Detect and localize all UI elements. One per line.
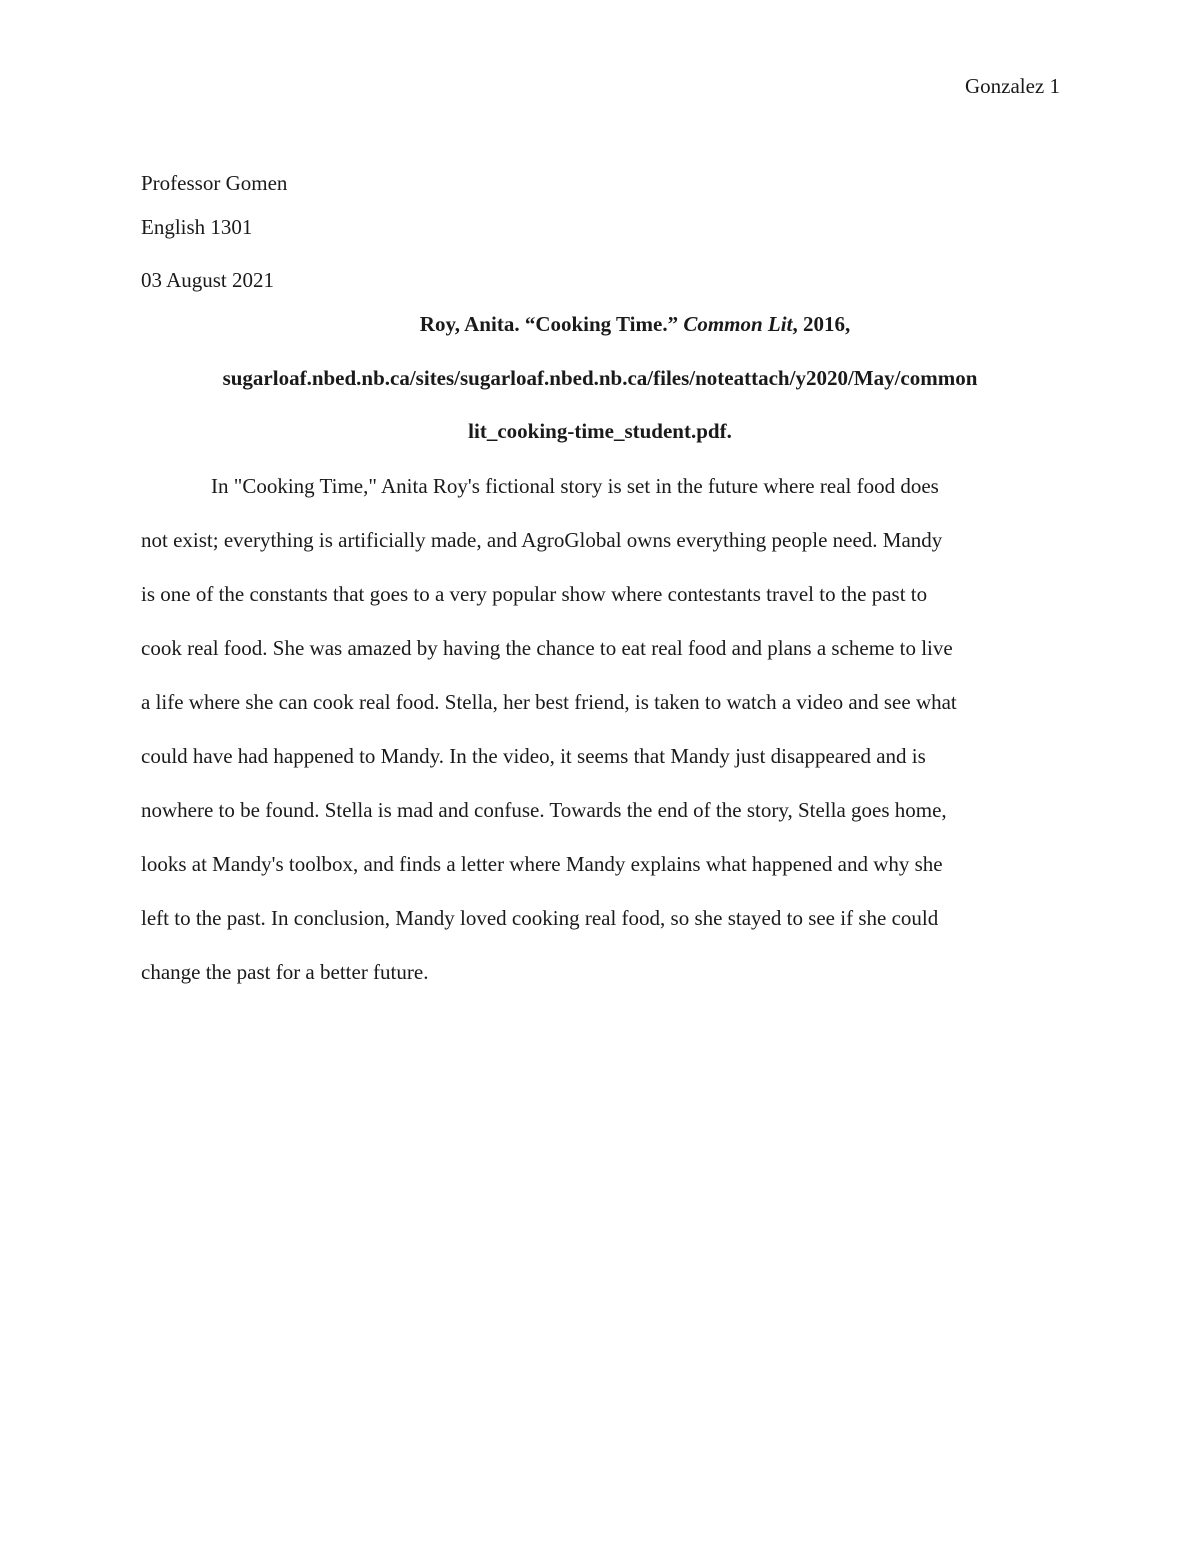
paragraph-line: change the past for a better future. (141, 960, 429, 984)
essay-date: 03 August 2021 (141, 268, 275, 292)
citation-url-line-1: sugarloaf.nbed.nb.ca/sites/sugarloaf.nbed.nb.ca/files/noteattach/y2020/May/common (222, 365, 978, 390)
paragraph-line: left to the past. In conclusion, Mandy loved cooking real food, so she stayed to see if she could (141, 906, 939, 930)
paragraph-line: looks at Mandy's toolbox, and finds a letter where Mandy explains what happened and why she (141, 852, 943, 876)
essay-paragraph (141, 472, 1071, 1012)
paragraph-line: is one of the constants that goes to a very popular show where contestants travel to the past to (141, 582, 928, 606)
instructor-name: Professor Gomen (141, 171, 288, 195)
paragraph-line: nowhere to be found. Stella is mad and confuse. Towards the end of the story, Stella goes home, (141, 798, 947, 822)
citation-line-1 (141, 310, 1059, 364)
running-head: Gonzalez 1 (964, 74, 1060, 98)
paragraph-line: could have had happened to Mandy. In the video, it seems that Mandy just disappeared and is (141, 744, 926, 768)
citation-author-title: Roy, Anita. “Cooking Time.” (419, 312, 684, 336)
citation-year: , 2016, (792, 312, 851, 336)
citation-source: Common Lit (683, 312, 793, 336)
works-cited-entry (141, 310, 1059, 471)
paragraph-line: cook real food. She was amazed by having the chance to eat real food and plans a scheme to live (141, 636, 953, 660)
paragraph-line: not exist; everything is artificially made, and AgroGlobal owns everything people need. Mandy (141, 528, 943, 552)
course-name: English 1301 (141, 215, 253, 239)
citation-url-line-2: lit_cooking-time_student.pdf. (468, 419, 732, 443)
paragraph-line: a life where she can cook real food. Stella, her best friend, is taken to watch a video and see what (141, 690, 957, 714)
paragraph-line: In "Cooking Time," Anita Roy's fictional story is set in the future where real food does (211, 474, 939, 498)
